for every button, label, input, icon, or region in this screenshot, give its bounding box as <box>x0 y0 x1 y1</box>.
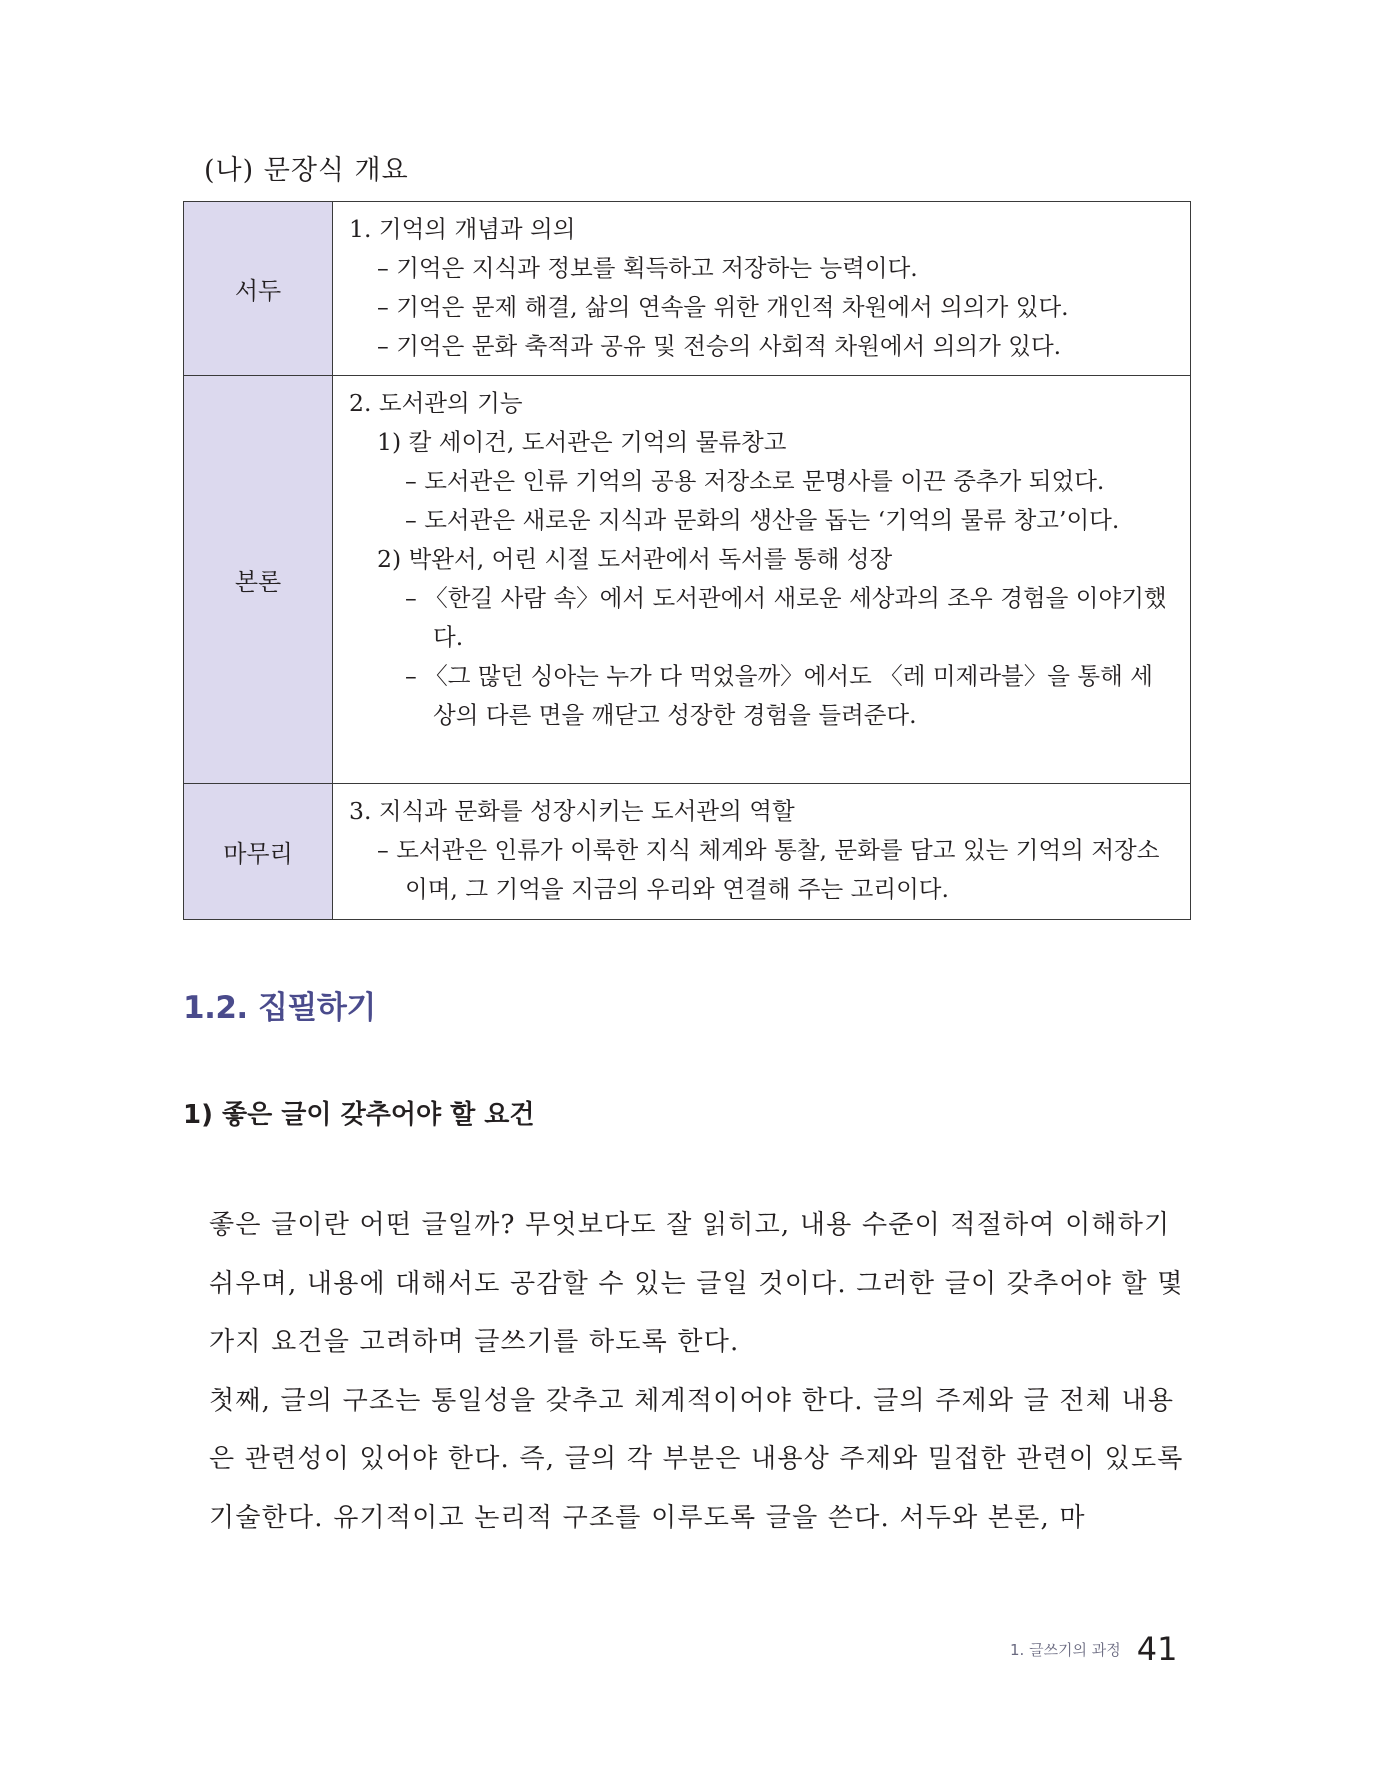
outline-bullet: – 도서관은 인류 기억의 공용 저장소로 문명사를 이끈 중추가 되었다. <box>405 467 1105 495</box>
outline-bullet: – 도서관은 새로운 지식과 문화의 생산을 돕는 ‘기억의 물류 창고’이다. <box>405 506 1120 534</box>
outline-subheading: 2) 박완서, 어린 시절 도서관에서 독서를 통해 성장 <box>377 545 893 573</box>
page-number: 41 <box>1136 1630 1178 1668</box>
outline-row-body <box>184 376 1191 784</box>
outline-bullet: – 도서관은 인류가 이룩한 지식 체계와 통찰, 문화를 담고 있는 기억의 저장소이며, 그 기억을 지금의 우리와 연결해 주는 고리이다. <box>377 836 1160 903</box>
outline-bullet: – 〈그 많던 싱아는 누가 다 먹었을까〉에서도 〈레 미제라블〉을 통해 세상의 다른 면을 깨닫고 성장한 경험을 들려준다. <box>405 662 1153 729</box>
row-content <box>333 202 1191 376</box>
outline-bullet: – 기억은 문제 해결, 삶의 연속을 위한 개인적 차원에서 의의가 있다. <box>377 293 1069 321</box>
outline-row-conclusion <box>184 784 1191 920</box>
outline-heading: 1. 기억의 개념과 의의 <box>349 215 576 243</box>
row-label: 마무리 <box>184 784 333 920</box>
paragraph: 좋은 글이란 어떤 글일까? 무엇보다도 잘 읽히고, 내용 수준이 적절하여 이해하기 쉬우며, 내용에 대해서도 공감할 수 있는 글일 것이다. 그러한 글이 갖추어야 할 몇 가지 요건을 고려하며 글쓰기를 하도록 한다. <box>209 1210 1184 1357</box>
section-caption: (나) 문장식 개요 <box>204 155 409 186</box>
row-content <box>333 784 1191 920</box>
outline-subheading: 1) 칼 세이건, 도서관은 기억의 물류창고 <box>377 428 787 456</box>
row-label: 서두 <box>184 202 333 376</box>
subheading: 1) 좋은 글이 갖추어야 할 요건 <box>183 1100 535 1130</box>
page-footer <box>1010 1630 1178 1668</box>
outline-bullet: – 〈한길 사람 속〉에서 도서관에서 새로운 세상과의 조우 경험을 이야기했다. <box>405 584 1167 651</box>
outline-row-intro <box>184 202 1191 376</box>
outline-heading: 3. 지식과 문화를 성장시키는 도서관의 역할 <box>349 797 795 825</box>
subsection-title: 1.2. 집필하기 <box>183 990 376 1026</box>
row-content <box>333 376 1191 784</box>
row-label: 본론 <box>184 376 333 784</box>
outline-bullet: – 기억은 지식과 정보를 획득하고 저장하는 능력이다. <box>377 254 918 282</box>
paragraph: 첫째, 글의 구조는 통일성을 갖추고 체계적이어야 한다. 글의 주제와 글 전체 내용은 관련성이 있어야 한다. 즉, 글의 각 부분은 내용상 주제와 밀접한 관련이 있도록 기술한다. 유기적이고 논리적 구조를 이루도록 글을 쓴다. 서두와 본론, 마 <box>209 1385 1184 1533</box>
body-text <box>183 1196 1191 1547</box>
outline-table <box>183 201 1191 920</box>
outline-heading: 2. 도서관의 기능 <box>349 389 523 417</box>
chapter-name: 1. 글쓰기의 과정 <box>1010 1640 1121 1659</box>
outline-bullet: – 기억은 문화 축적과 공유 및 전승의 사회적 차원에서 의의가 있다. <box>377 332 1062 360</box>
